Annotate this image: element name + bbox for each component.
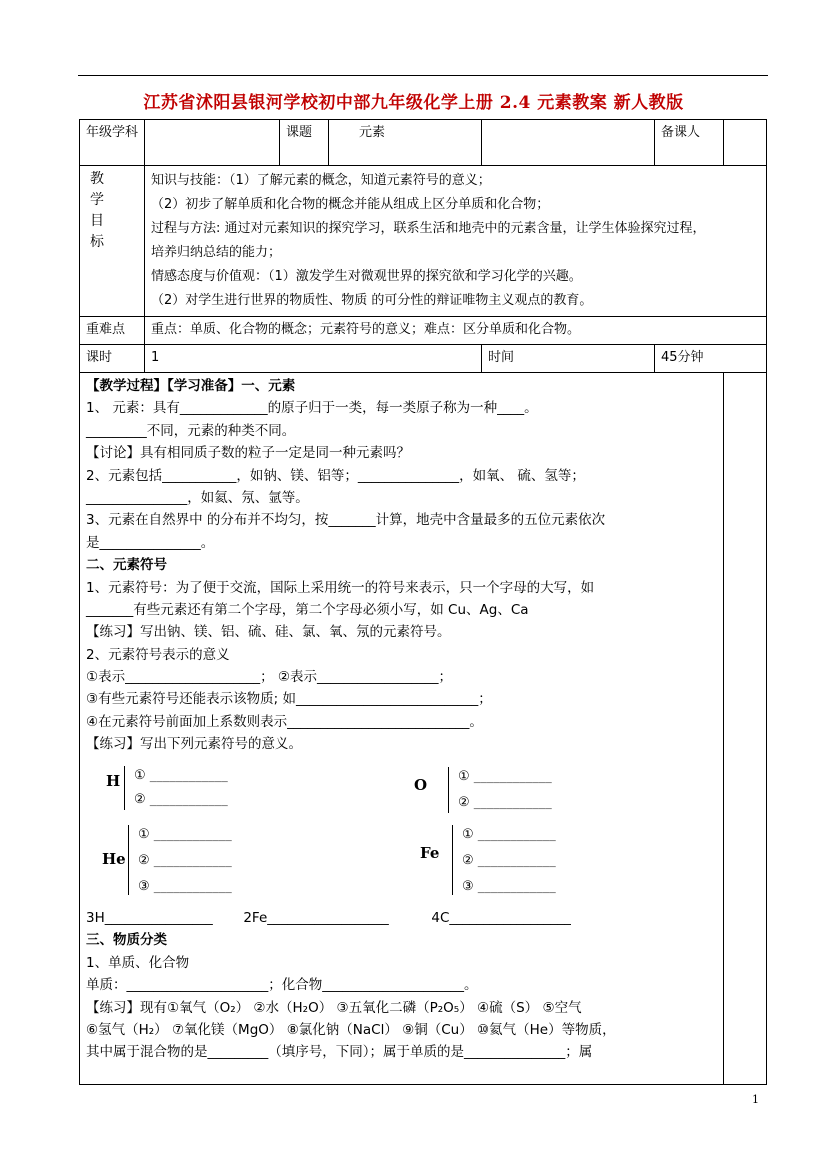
hours-label: 课时 — [80, 345, 145, 373]
header-rule — [78, 75, 768, 76]
brace — [124, 766, 125, 810]
topic-blank — [482, 120, 655, 166]
notes-column — [724, 373, 767, 1085]
topic-label: 课题 — [280, 120, 329, 166]
element-symbol: H — [106, 772, 121, 790]
goals-content: 知识与技能：（1）了解元素的概念，知道元素符号的意义； （2）初步了解单质和化合物的概念并能从组成上区分单质和化合物； 过程与方法: 通过对元素知识的探究学习，联系生活和地壳中的元素含量，让学生体验探究过程， 培养归纳总结的能力； 情感态度与价值观：（1）激发学生对微观世界的探究欲和学习化学的兴趣。 （2）对学生进行世界的物质性、物质 的可分性的辩证唯物主义观点的教育。 — [145, 166, 767, 317]
element-symbol: He — [102, 850, 126, 868]
process-heading: 【教学过程】【学习准备】一、元素 — [86, 378, 296, 394]
topic-value: 元素 — [329, 120, 482, 166]
brace — [128, 825, 129, 895]
element-symbol: Fe — [420, 844, 440, 862]
preparer-value — [724, 120, 767, 166]
process-text: 【教学过程】【学习准备】一、元素 1、 元素：具有_____________的原子归于一类，每一类原子称为一种____。 _________不同，元素的种类不同。 【讨论】具有相同质子数的粒子一定是同一种元素吗？ 2、元素包括___________，如钠、镁、铝等；_______________，如氧、 硫、氢等； _______________，如氦、氖、氩等。 3、元素在自然界中 的分布并不均匀，按_______计算，地壳中含量最多的五位元素依次 是_______________。 二、元素符号 1、元素符号：为了便于交流，国际上采用统一的符号来表示，只一个字母的大写，如 _______有些元素还有第二个字母，第二个字母必须小写，如 Cu、Ag、Ca 【练习】写出钠、镁、铝、硫、硅、氯、氧、氖的元素符号。 2、元素符号表示的意义 ①表示____________________； ②表示__________________； ③有些元素符号还能表示该物质; 如___________________________； ④在元素符号前面加上系数则表示___________________________。 【练习】写出下列元素符号的意义。 — [86, 375, 646, 756]
page-number: 1 — [752, 1093, 759, 1106]
key-points-label: 重难点 — [80, 317, 145, 345]
grade-subject-value — [145, 120, 280, 166]
lesson-plan-table — [79, 119, 767, 1085]
section-heading: 二、元素符号 — [86, 557, 167, 574]
hours-value: 1 — [145, 345, 482, 373]
goals-label: 教 学 目 标 — [80, 166, 145, 317]
process-content: 【教学过程】【学习准备】一、元素 1、 元素：具有_____________的原子归于一类，每一类原子称为一种____。 _________不同，元素的种类不同。 【讨论】具有相同质子数的粒子一定是同一种元素吗？ 2、元素包括___________，如钠、镁、铝等；_______________，如氧、 硫、氢等； _______________，如氦、氖、氩等。 3、元素在自然界中 的分布并不均匀，按_______计算，地壳中含量最多的五位元素依次 是_______________。 二、元素符号 1、元素符号：为了便于交流，国际上采用统一的符号来表示，只一个字母的大写，如 _______有些元素还有第二个字母，第二个字母必须小写，如 Cu、Ag、Ca 【练习】写出钠、镁、铝、硫、硅、氯、氧、氖的元素符号。 2、元素符号表示的意义 ①表示____________________； ②表示__________________； ③有些元素符号还能表示该物质; 如___________________________； ④在元素符号前面加上系数则表示___________________________。 【练习】写出下列元素符号的意义。 H ① ____________ ② ____________ O ① ____________ ② ____________ He ① ____________ ② ____________ ③ ____________ Fe ① ____________ ② ____________ ③ ____________ 3H________________ 2Fe__________________ 4C__________________ 三、物质分类 1、单质、化合物 单质：_____________________；化合物_____________________。 【练习】现有①氧气（O₂） ②水（H₂O） ③五氧化二磷（P₂O₅） ④硫（S） ⑤空气 ⑥氢气（H₂） ⑦氧化镁（MgO） ⑧氯化钠（NaCl） ⑨铜（Cu） ⑩氦气（He）等物质， 其中属于混合物的是_________（填序号，下同）；属于单质的是_______________；属 — [80, 373, 724, 1085]
preparer-label: 备课人 — [655, 120, 724, 166]
process-text-lower: 3H________________ 2Fe__________________ 4C__________________ 三、物质分类 1、单质、化合物 单质：_____________________；化合物_____________________。 【练习】现有①氧气（O₂） ②水（H₂O） ③五氧化二磷（P₂O₅） ④硫（S） ⑤空气 ⑥氢气（H₂） ⑦氧化镁（MgO） ⑧氯化钠（NaCl） ⑨铜（Cu） ⑩氦气（He）等物质， 其中属于混合物的是_________（填序号，下同）；属于单质的是_______________；属 — [86, 907, 646, 1064]
key-points-value: 重点：单质、化合物的概念；元素符号的意义；难点：区分单质和化合物。 — [145, 317, 767, 345]
grade-subject-label: 年级学科 — [80, 120, 145, 166]
time-value: 45分钟 — [655, 345, 767, 373]
document-title: 江苏省沭阳县银河学校初中部九年级化学上册 2.4 元素教案 新人教版 — [143, 93, 684, 113]
brace — [452, 825, 453, 895]
element-symbol: O — [414, 776, 428, 794]
time-label: 时间 — [482, 345, 655, 373]
coefficient-line: 3H________________ 2Fe__________________ 4C__________________ — [86, 910, 571, 926]
brace — [448, 767, 449, 813]
section-heading: 三、物质分类 — [86, 932, 167, 949]
